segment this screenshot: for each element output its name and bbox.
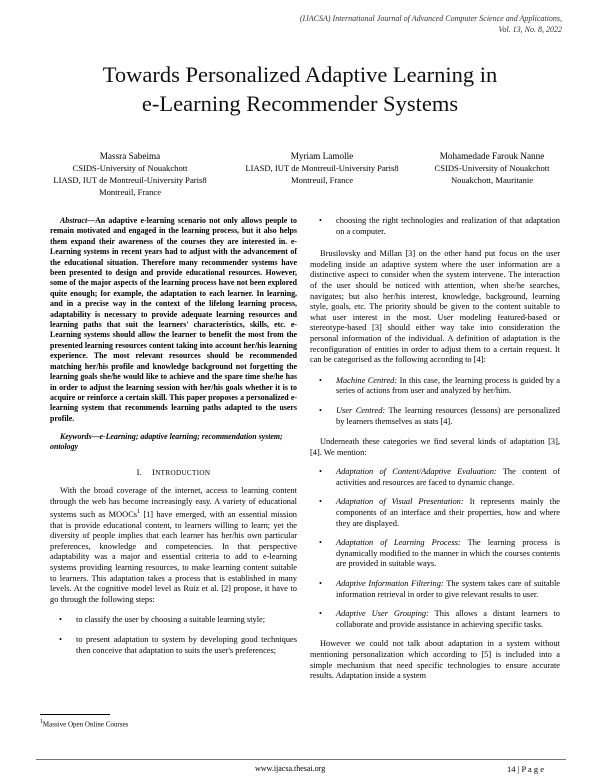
intro-paragraph bbox=[50, 486, 297, 605]
intro-bullet-list bbox=[50, 615, 297, 656]
list-item bbox=[50, 615, 297, 626]
journal-header bbox=[300, 13, 562, 35]
title-line-2: e-Learning Recommender Systems bbox=[141, 91, 459, 116]
list-item bbox=[310, 538, 560, 570]
list-item bbox=[310, 406, 560, 427]
footnote-ref: 1 bbox=[137, 509, 141, 516]
adaptation-kinds-list bbox=[310, 467, 560, 630]
list-item bbox=[50, 635, 297, 656]
abstract-label: Abstract bbox=[60, 216, 88, 225]
list-item bbox=[310, 579, 560, 600]
journal-volume: Vol. 13, No. 8, 2022 bbox=[498, 25, 562, 34]
footer-url[interactable]: www.ijacsa.thesai.org bbox=[255, 764, 326, 773]
left-column bbox=[50, 216, 297, 665]
paragraph: Brusilovsky and Millan [3] on the other hand put focus on the user modeling inside an adaptive system where the user information are a distinctive aspect to consider when the system intervene. The interaction of the user should be noticed with attention, when she/he searches, navigates; but also her/his interest, knowledge, background, learning style, goals, etc. The priority should be given to the content suitable to what user interest in the most. User modeling featured-based or stereotype-based [3] should either way take into consideration the personal information of the individual. A definition of adaptation is the reconfiguration of entities in order to adjust them to a certain request. It can be categorised as the following according to [4]: bbox=[310, 249, 560, 365]
paragraph: Underneath these categories we find several kinds of adaptation [3], [4]. We mention: bbox=[310, 437, 560, 457]
bullet-icon: • bbox=[319, 538, 322, 548]
journal-name: (IJACSA) International Journal of Advanced Computer Science and Applications, bbox=[299, 14, 562, 23]
bullet-list-continued bbox=[310, 216, 560, 237]
section-heading-introduction bbox=[50, 467, 297, 477]
author-location: Nouakchott, Mauritanie bbox=[450, 175, 534, 185]
list-item-text: The content of activities and resources are faced to dynamic change. bbox=[336, 467, 561, 487]
author-name: Massra Sabeima bbox=[99, 151, 161, 161]
footer-rule bbox=[36, 759, 566, 760]
author-location: Montreuil, France bbox=[290, 175, 354, 185]
bullet-icon: • bbox=[319, 497, 322, 507]
footnote bbox=[40, 718, 128, 729]
section-number: I. bbox=[136, 467, 143, 478]
author-affiliation: LIASD, IUT de Montreuil-University Paris8 bbox=[53, 175, 207, 185]
author-location: Montreuil, France bbox=[98, 187, 162, 197]
section-title-initial: I bbox=[152, 467, 156, 478]
author-block-1 bbox=[50, 150, 210, 198]
adaptation-categories-list bbox=[310, 376, 560, 427]
author-block-3 bbox=[413, 150, 571, 186]
paragraph: However we could not talk about adaptation in a system without mentioning personalization which according to [5] is included into a simple mechanism that need specific technologies to ensure accurate results. Adaptation inside a system bbox=[310, 639, 560, 681]
bullet-icon: • bbox=[319, 467, 322, 477]
abstract-text: —An adaptive e-learning scenario not only allows people to remain motivated and engaged in the learning process, but it also helps them expand their awareness of the courses they are interested in. e-Learning systems in recent years had to adjust with the advancement of the educational situation. Therefore many recommender systems have been presented to design and provide educational resources. However, some of the major aspects of the learning process have not been explored quite enough; for example, the adaptation to each learner. In learning, and in a precise way in the context of the lifelong learning process, adaptability is necessary to provide adequate learning resources and learning paths that suit the learners' characteristics, skills, etc. e-Learning systems should allow the learner to benefit the most from the presented learning resources content taking into account her/his learning experience. The most relevant resources should be recommended matching her/his profile and knowledge background not forgetting the learning goals she/he would like to achieve and the spare time she/he has in order to adjust the learning session with her/his goals whether it is to acquire or reinforce a certain skill. This paper proposes a personalized e-learning system that recommends learning paths adapted to the users profile. bbox=[50, 216, 297, 423]
list-item bbox=[310, 467, 560, 488]
author-name: Mohamedade Farouk Nanne bbox=[439, 151, 545, 161]
keywords: Keywords—e-Learning; adaptive learning; recommendation system; ontology bbox=[50, 432, 283, 452]
list-item-text: to present adaptation to system by developing good techniques then conceive that adaptation to suits the user's preferences; bbox=[76, 635, 297, 655]
list-item-term: Adaptive Information Filtering: bbox=[336, 579, 444, 589]
bullet-icon: • bbox=[319, 405, 322, 415]
abstract bbox=[50, 216, 297, 424]
intro-text-a: With the broad coverage of the internet, access to learning content through the web has become increasingly easy. A variety of educational systems such as MOOCs bbox=[50, 486, 297, 520]
author-name: Myriam Lamolle bbox=[290, 151, 354, 161]
footnote-text: Massive Open Online Courses bbox=[42, 720, 129, 729]
bullet-icon: • bbox=[319, 579, 322, 589]
list-item bbox=[310, 376, 560, 397]
author-affiliation: CSIDS-University of Nouakchott bbox=[434, 163, 550, 173]
author-affiliation: LIASD, IUT de Montreuil-University Paris8 bbox=[245, 163, 399, 173]
list-item-text: to classify the user by choosing a suitable learning style; bbox=[76, 615, 266, 625]
bullet-icon: • bbox=[59, 615, 62, 625]
list-item-text: It represents mainly the components of an interface and their properties, how and where they are displayed. bbox=[336, 497, 560, 528]
intro-text-b: [1] have emerged, with an essential mission that is provide educational content, to learners willing to learn; yet the diversity of people implies that each learner has her/his own particular preferences, knowledge and competencies. In that perspective adaptability was a major and essential criteria to add to e-learning systems providing learning resources, to make learning content suitable to learners. This adaptation takes a process that is established in many levels. At the cognitive model level as Ruiz et al. [2] propose, it have to go through the following steps: bbox=[50, 510, 297, 604]
list-item-term: Adaptation of Visual Presentation: bbox=[336, 497, 464, 507]
list-item bbox=[310, 609, 560, 630]
title-line-1: Towards Personalized Adaptive Learning in bbox=[102, 62, 498, 87]
right-column bbox=[310, 216, 560, 682]
list-item-text: choosing the right technologies and realization of that adaptation on a computer. bbox=[336, 216, 560, 236]
list-item bbox=[310, 216, 560, 237]
bullet-icon: • bbox=[319, 216, 322, 225]
list-item-text: The system takes care of suitable information retrieval in order to give relevant results to user. bbox=[336, 579, 560, 599]
section-title-rest: NTRODUCTION bbox=[155, 469, 211, 478]
list-item-text: This allows a distant learners to collaborate and provide assistance in achieving specific tasks. bbox=[336, 609, 560, 629]
list-item-text: The learning process is dynamically modified to the manner in which the courses contents are provided in suitable ways. bbox=[336, 538, 560, 569]
footnote-rule bbox=[40, 714, 110, 715]
list-item-term: Adaptive User Grouping: bbox=[336, 609, 429, 619]
list-item-text: In this case, the learning process is guided by a series of actions from user and analyzed by her/him. bbox=[336, 375, 561, 396]
list-item-term: Adaptation of Learning Process: bbox=[336, 538, 461, 548]
page-number: 14 | P a g e bbox=[507, 764, 545, 774]
list-item-term: User Centred: bbox=[336, 405, 386, 415]
list-item-text: The learning resources (lessons) are personalized by learners themselves as stats [4]. bbox=[336, 405, 560, 426]
bullet-icon: • bbox=[319, 375, 322, 385]
bullet-icon: • bbox=[59, 635, 62, 645]
paper-title bbox=[0, 60, 600, 118]
bullet-icon: • bbox=[319, 609, 322, 619]
list-item-term: Machine Centred: bbox=[336, 375, 398, 385]
list-item-term: Adaptation of Content/Adaptive Evaluation: bbox=[336, 467, 497, 477]
author-block-2 bbox=[232, 150, 412, 186]
author-affiliation: CSIDS-University of Nouakchott bbox=[72, 163, 188, 173]
list-item bbox=[310, 497, 560, 529]
footnote-mark: 1 bbox=[40, 719, 43, 725]
